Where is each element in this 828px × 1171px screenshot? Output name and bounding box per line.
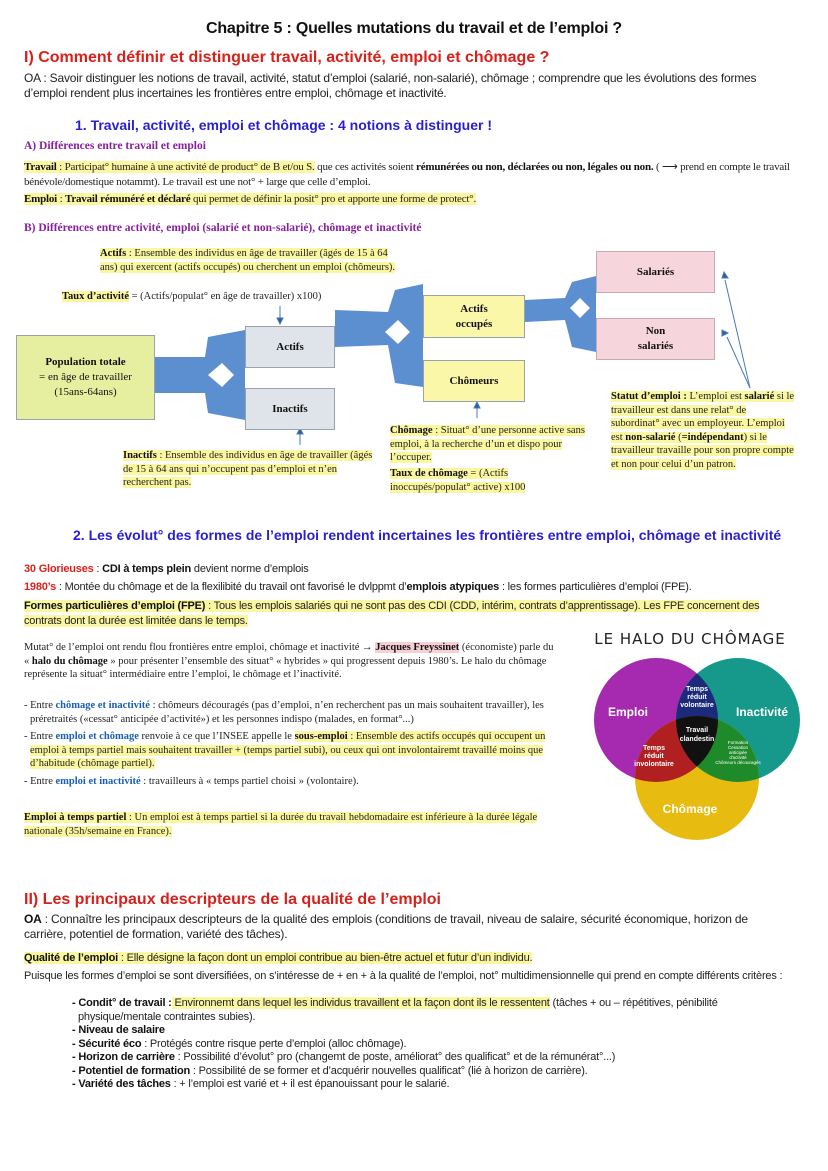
text: : Un emploi est à temps partiel si la durée du travail hebdomadaire est inférieure à la durée légale nationale (35h/semaine en France). [24, 812, 538, 837]
term: Emploi à temps partiel [24, 812, 127, 823]
term: Travail [24, 161, 57, 173]
svg-text:Temps: Temps [685, 686, 709, 693]
text: L’emploi est [686, 391, 745, 402]
economist-name: Jacques Freyssinet [375, 642, 460, 653]
text: : Protégés contre risque perte d’emploi (alloc chômage). [141, 1037, 407, 1050]
label: 1980’s [24, 581, 57, 593]
text: : les formes particulières d’emploi (FPE). [499, 581, 692, 593]
section-2-objectives [24, 912, 784, 942]
population-totale-box [16, 335, 155, 420]
part-b-heading: B) Différences entre activité, emploi (salarié et non-salarié), chômage et inactivité [24, 222, 422, 234]
figure-title: LE HALO DU CHÔMAGE [594, 630, 786, 648]
text: qui permet de définir la posit° pro et apporte une forme de protect°. [190, 193, 477, 205]
text: : Ensemble des individus en âge de travailler (âgés de 15 à 64 ans) qui exercent (actifs occupés) ou cherchent un emploi (chômeurs). [100, 248, 396, 273]
list-item [72, 1024, 792, 1038]
bold: salarié [744, 391, 775, 402]
text: : Ensemble des individus en âge de travailler (âgés de 15 à 64 ans qui n’occupent pas d’emploi et n’en recherchent pas. [123, 450, 373, 488]
halo-paragraph [24, 641, 554, 682]
term: Statut d’emploi : [611, 391, 687, 402]
text: : Participat° humaine à une activité de product° de B et/ou S. [56, 161, 315, 173]
section-1-objectives: OA : Savoir distinguer les notions de travail, activité, statut d’emploi (salarié, non-salarié), chômage ; comprendre que les évolutions des formes d’emploi rendent plus incertaines les frontières entre emploi, chômage et inactivité. [24, 71, 757, 100]
svg-text:Travail: Travail [685, 727, 709, 734]
svg-text:d'activité: d'activité [729, 755, 747, 760]
subsection-1-heading: 1. Travail, activité, emploi et chômage : 4 notions à distinguer ! [75, 117, 492, 133]
emploi-definition [24, 192, 809, 207]
box-label: Salariés [636, 265, 675, 278]
glorieuses-line [24, 562, 309, 577]
text: Environnemt dans lequel les individus travaillent et la façon dont ils le ressentent [171, 997, 550, 1009]
list-item [72, 1051, 792, 1065]
term: Inactifs [123, 450, 157, 461]
term: Taux d’activité [62, 291, 129, 302]
bold: non-salarié [625, 431, 676, 443]
text: : Possibilité de se former et d’acquérir nouvelles qualificat° (lié à horizon de carrière). [190, 1064, 588, 1077]
actifs-occupes-box [423, 295, 525, 338]
term: Emploi [24, 193, 58, 205]
travail-definition [24, 160, 809, 190]
svg-text:clandestin: clandestin [679, 736, 715, 743]
svg-text:Temps: Temps [642, 745, 666, 752]
list-item [72, 1078, 792, 1092]
term: Actifs [100, 248, 127, 259]
text: : Montée du chômage et de la flexilibité du travail ont favorisé le dvlppmt d’ [56, 581, 407, 593]
text: : Possibilité d’évolut° pro (changemt de poste, améliorat° des qualificat° et de la rémunérat°...) [174, 1051, 616, 1063]
text: - Entre [24, 731, 56, 742]
list-item [72, 1065, 792, 1079]
text: ( ⟶ prend en compte le travail bénévole/domestique notammt). Le travail est une not° + large que celle d’emploi. [24, 161, 790, 188]
puisque-paragraph: Puisque les formes d’emploi se sont diversifiées, on s’intéresse de + en + à la qualité de l’emploi, not° multidimensionnelle qui prend en compte différents critères : [24, 970, 783, 982]
text: : [57, 193, 65, 205]
eighties-line [24, 580, 824, 595]
actifs-box [245, 326, 335, 368]
fork-arrow-actifs-occupes [525, 276, 596, 352]
text: : Tous les emplois salariés qui ne sont pas des CDI (CDD, intérim, contrats d’apprentissage). Les FPE concernent des contrats dont la durée est limitée dans le temps. [24, 600, 760, 627]
bold: emplois atypiques [406, 581, 500, 593]
text: ) si le travailleur travaille pour son propre compte et non pour celui d’un patron. [611, 431, 794, 470]
halo-du-chomage-figure [572, 630, 808, 842]
text: : Situat° d’une personne active sans emploi, à la recherche d’un et dispo pour l’occuper. [390, 425, 585, 463]
text: : Elle désigne la façon dont un emploi contribue au bien-être actuel et futur d’un individu. [118, 952, 533, 964]
label: 30 Glorieuses [24, 563, 94, 575]
venn-diagram [572, 650, 808, 842]
text: : Connaître les principaux descripteurs de la qualité des emplois (conditions de travail, niveau de salaire, sécurité économique, horizon de carrière, potentiel de formation, variété des tâches). [24, 912, 748, 941]
text: Mutat° de l’emploi ont rendu flou frontières entre emploi, chômage et inactivité → [24, 642, 376, 653]
qualite-definition [24, 951, 532, 966]
svg-text:involontaire: involontaire [634, 761, 674, 768]
text: : + l’emploi est varié et + il est épanouissant pour le salarié. [170, 1078, 450, 1090]
bold: Travail rémunéré et déclaré [65, 193, 191, 205]
text: = (Actifs/populat° en âge de travailler) x100) [129, 291, 322, 302]
list-item [24, 730, 554, 771]
halo-bullets [24, 699, 554, 792]
text: » pour présenter l’ensemble des situat° « hybrides » qui progressent depuis 1980’s. Le halo du chômage représente la situat° intermédiaire entre l’emploi, le chômage et l’inactivité. [24, 655, 547, 680]
temps-partiel-definition [24, 811, 554, 838]
box-label: Chômeurs [449, 374, 499, 387]
subsection-2-heading: 2. Les évolut° des formes de l’emploi rendent incertaines les frontières entre emploi, chômage et inactivité [73, 527, 782, 543]
text: ( [675, 431, 682, 443]
box-subtitle: = en âge de travailler [39, 371, 132, 383]
bold: sous-emploi [294, 731, 348, 742]
box-range: (15ans-64ans) [54, 386, 117, 398]
term: Qualité de l’emploi [24, 952, 118, 964]
list-item [72, 997, 792, 1024]
box-label: Actifs occupés [455, 302, 493, 330]
inactifs-note [123, 449, 373, 490]
term: - Niveau de salaire [72, 1024, 165, 1036]
list-item [24, 775, 554, 789]
text: : chômeurs découragés (pas d’emploi, n’en recherchent pas un mais souhaitent travailler), les préretraités («cessat° anticipée d’activité») et les personnes indispo (malades, en format°...) [30, 700, 544, 725]
term: Chômage [390, 425, 433, 436]
salaries-box [596, 251, 715, 293]
chomage-label: Chômage [662, 802, 718, 816]
actifs-note [100, 247, 400, 274]
term: - Horizon de carrière [72, 1051, 175, 1063]
term: - Variété des tâches [72, 1078, 171, 1090]
section-2-heading: II) Les principaux descripteurs de la qualité de l’emploi [24, 891, 441, 908]
text: - Entre [24, 775, 56, 787]
svg-text:réduit: réduit [687, 694, 707, 701]
key: emploi et inactivité [55, 775, 141, 787]
svg-text:Chômeurs découragés: Chômeurs découragés [715, 760, 761, 765]
term: Taux de chômage [390, 468, 468, 479]
quality-criteria-list [72, 997, 792, 1092]
emploi-label: Emploi [607, 705, 649, 719]
box-label: Inactifs [272, 402, 308, 415]
list-item [72, 1038, 792, 1052]
svg-text:Formation: Formation [727, 740, 749, 745]
text: que ces activités soient [314, 161, 417, 173]
fpe-definition [24, 599, 799, 629]
box-label: Actifs [276, 340, 304, 353]
svg-text:réduit: réduit [644, 753, 664, 760]
bold: halo du chômage [31, 655, 108, 667]
svg-text:Cessation: Cessation [727, 745, 749, 750]
term: - Sécurité éco [72, 1037, 142, 1050]
bold: rémunérées ou non, déclarées ou non, légales ou non. [416, 161, 654, 173]
term: OA [24, 912, 42, 926]
inactifs-box [245, 388, 335, 430]
chomeurs-box [423, 360, 525, 402]
text: : Ensemble des actifs occupés qui occupent un emploi à temps partiel mais souhaitent travailler + (temps partiel subi), ou ceux qui ont involontairemt travaillé moins que d’habitude (chômage partiel). [30, 731, 546, 769]
text: - Entre [24, 700, 56, 711]
page-title: Chapitre 5 : Quelles mutations du travail et de l’emploi ? [205, 20, 623, 37]
text: (économiste) parle du « [24, 642, 554, 667]
box-label: Non salariés [637, 325, 674, 352]
non-salaries-box [596, 318, 715, 360]
svg-text:anticipée: anticipée [728, 750, 748, 755]
bold: =indépendant [681, 431, 744, 443]
key: chômage et inactivité [55, 700, 150, 711]
key: emploi et chômage [55, 731, 139, 742]
text: : travailleurs à « temps partiel choisi » (volontaire). [140, 775, 359, 787]
term: - Potentiel de formation [72, 1064, 191, 1077]
text: renvoie à ce que l’INSEE appelle le [138, 731, 295, 742]
inactivite-label: Inactivité [735, 705, 789, 719]
taux-chomage-note [390, 467, 580, 494]
bold: CDI à temps plein [102, 563, 192, 575]
chomage-note [390, 424, 590, 465]
text: si le travailleur est dans une relat° de subordinat° avec un employeur. L’emploi est [611, 391, 795, 443]
text: (tâches + ou – répétitives, pénibilité physique/mentale contraintes subies). [78, 997, 718, 1023]
svg-text:volontaire: volontaire [680, 702, 714, 709]
text: devient norme d’emplois [191, 563, 309, 575]
section-1-heading: I) Comment définir et distinguer travail, activité, emploi et chômage ? [24, 49, 550, 66]
term: Formes particulières d’emploi (FPE) [24, 600, 206, 612]
text: : [93, 563, 103, 575]
part-a-heading: A) Différences entre travail et emploi [24, 140, 206, 152]
taux-activite-note [62, 290, 402, 304]
term: - Condit° de travail : [72, 997, 172, 1009]
statut-emploi-note [611, 390, 796, 471]
list-item [24, 699, 554, 726]
text: = (Actifs inoccupés/populat° active) x100 [390, 468, 526, 493]
box-title: Population totale [45, 356, 126, 368]
